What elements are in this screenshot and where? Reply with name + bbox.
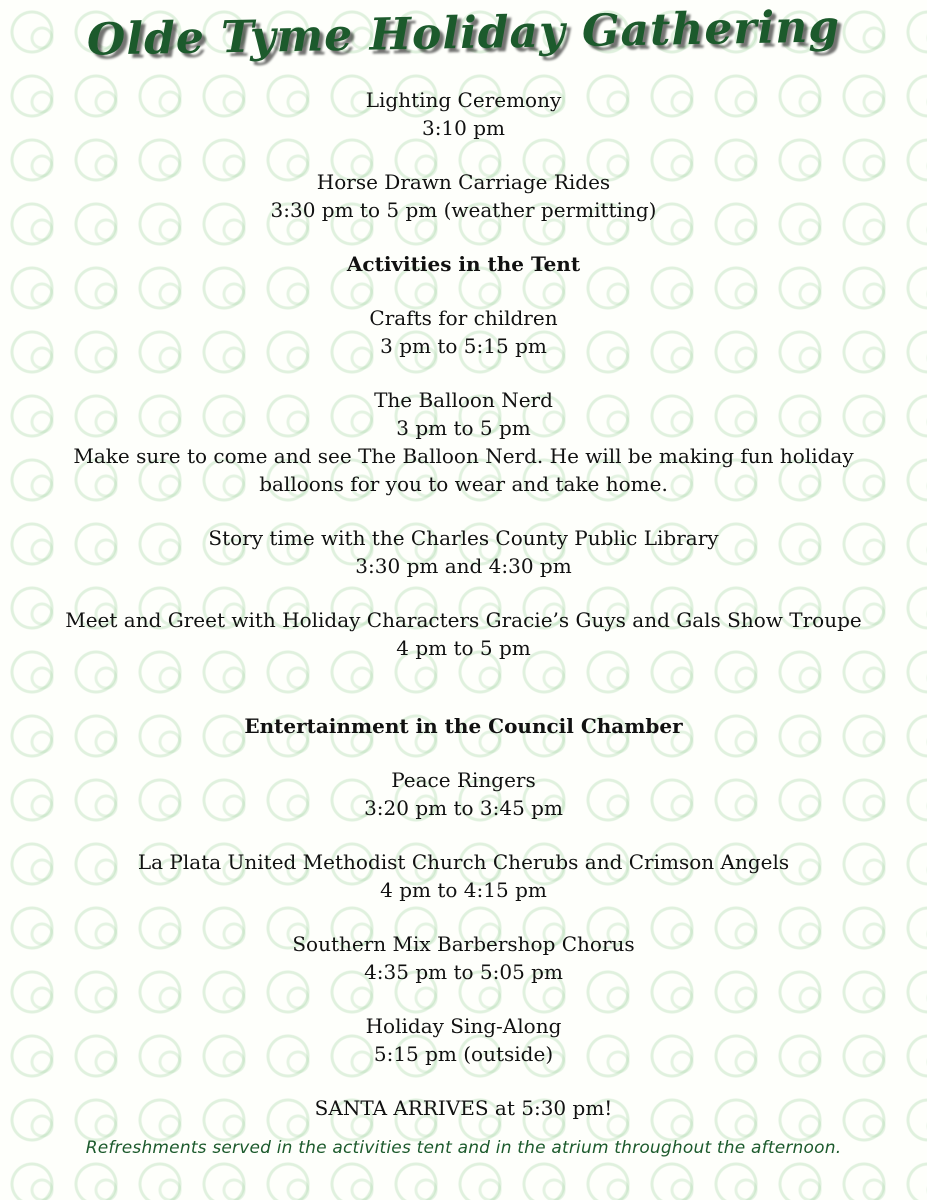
event-time: 3:20 pm to 3:45 pm bbox=[364, 796, 563, 820]
section-heading-council-chamber: Entertainment in the Council Chamber bbox=[244, 714, 683, 738]
event-name: Meet and Greet with Holiday Characters Gracie’s Guys and Gals Show Troupe bbox=[65, 608, 862, 632]
page-title: Olde Tyme Holiday Gathering bbox=[86, 1, 841, 66]
event-description: Make sure to come and see The Balloon Nerd. He will be making fun holiday balloons for you to wear and take home. bbox=[73, 444, 854, 496]
refreshments-note: Refreshments served in the activities tent and in the atrium throughout the afternoon. bbox=[85, 1138, 842, 1158]
event-time: 5:15 pm (outside) bbox=[373, 1042, 554, 1066]
schedule-item-peace-ringers bbox=[0, 766, 927, 822]
event-time: 3:10 pm bbox=[421, 116, 506, 140]
event-name: Crafts for children bbox=[369, 306, 558, 330]
event-name: Lighting Ceremony bbox=[365, 88, 562, 112]
event-name: Story time with the Charles County Public Library bbox=[208, 526, 719, 550]
schedule bbox=[0, 86, 927, 1122]
event-time: 4 pm to 5 pm bbox=[396, 636, 531, 660]
schedule-item-carriage-rides bbox=[0, 168, 927, 224]
event-name: La Plata United Methodist Church Cherubs and Crimson Angels bbox=[137, 850, 790, 874]
event-name: The Balloon Nerd bbox=[374, 388, 553, 412]
schedule-item-story-time bbox=[0, 524, 927, 580]
schedule-item-barbershop-chorus bbox=[0, 930, 927, 986]
santa-announcement: SANTA ARRIVES at 5:30 pm! bbox=[314, 1096, 613, 1120]
section-heading-tent: Activities in the Tent bbox=[346, 252, 581, 276]
event-time: 3:30 pm and 4:30 pm bbox=[355, 554, 572, 578]
event-time: 3:30 pm to 5 pm (weather permitting) bbox=[270, 198, 657, 222]
event-time: 3 pm to 5 pm bbox=[396, 416, 531, 440]
schedule-item-sing-along bbox=[0, 1012, 927, 1068]
event-time: 3 pm to 5:15 pm bbox=[380, 334, 547, 358]
schedule-item-crafts bbox=[0, 304, 927, 360]
schedule-item-meet-and-greet bbox=[0, 606, 927, 662]
schedule-item-lighting-ceremony bbox=[0, 86, 927, 142]
section-spacer bbox=[0, 688, 927, 712]
event-time: 4:35 pm to 5:05 pm bbox=[364, 960, 563, 984]
event-time: 4 pm to 4:15 pm bbox=[380, 878, 547, 902]
schedule-item-cherubs-crimson-angels bbox=[0, 848, 927, 904]
schedule-item-balloon-nerd bbox=[0, 386, 927, 498]
event-name: Holiday Sing-Along bbox=[365, 1014, 562, 1038]
event-name: Peace Ringers bbox=[391, 768, 536, 792]
event-name: Southern Mix Barbershop Chorus bbox=[292, 932, 635, 956]
event-name: Horse Drawn Carriage Rides bbox=[316, 170, 611, 194]
